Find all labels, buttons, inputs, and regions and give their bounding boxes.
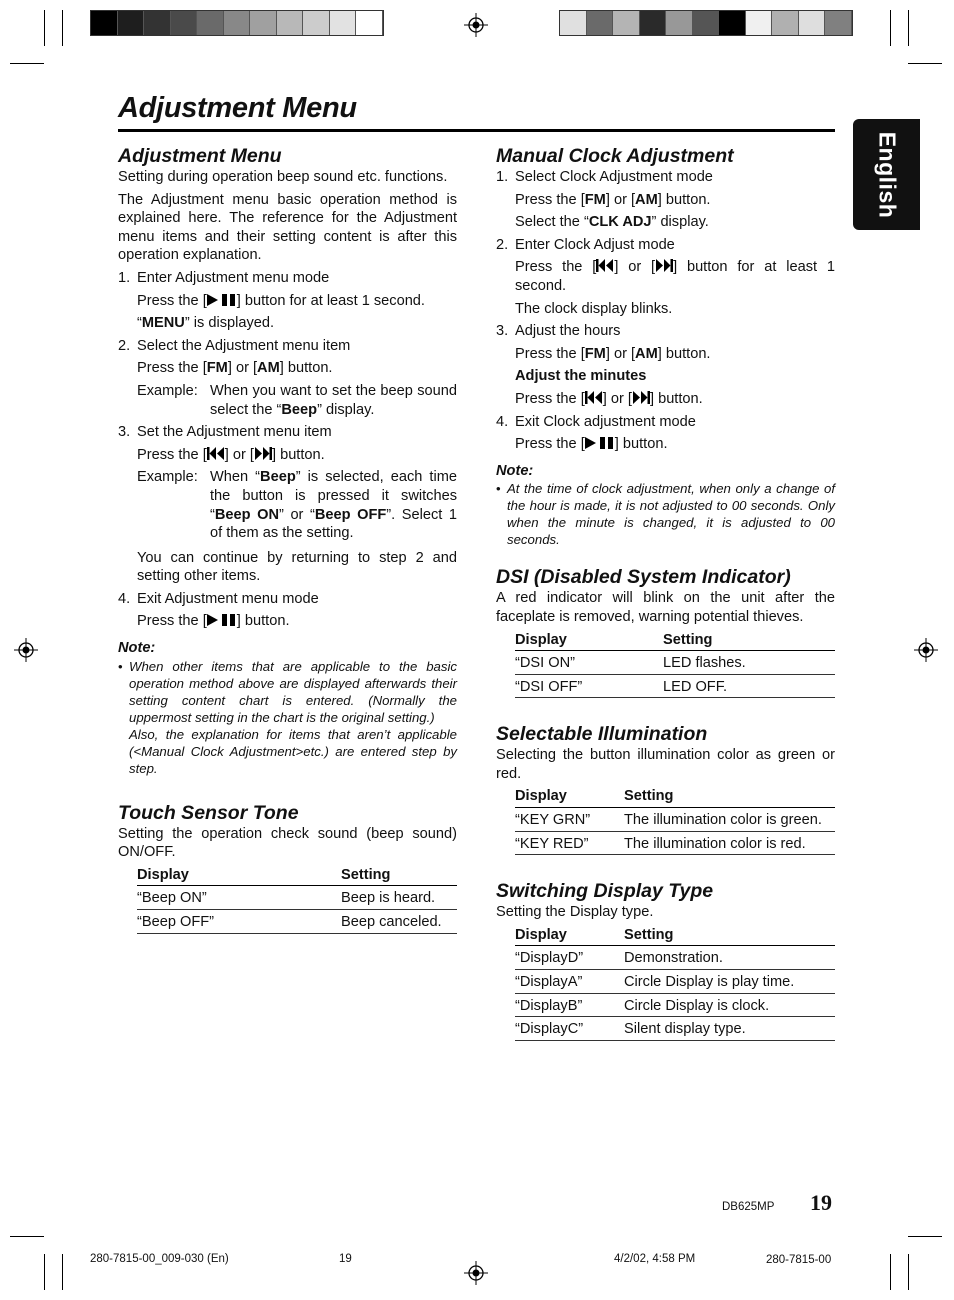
table-row bbox=[515, 1017, 835, 1041]
paragraph: The Adjustment menu basic operation method is explained here. The reference for the Adjustment menu items and their setting content is after this operation explanation. bbox=[118, 191, 457, 264]
table-row bbox=[137, 910, 457, 934]
crop-mark bbox=[44, 10, 45, 46]
paragraph: Setting during operation beep sound etc. functions. bbox=[118, 169, 448, 185]
section-heading-adjustment-menu: Adjustment Menu bbox=[118, 145, 282, 167]
settings-table: Display Setting “DisplayD” Demonstration. “DisplayA” Circle Display is play time. “DisplayB” Circle Display is clock. “DisplayC” Silent display type. bbox=[515, 926, 835, 1041]
color-swatch bbox=[330, 11, 357, 35]
setting-cell: The illumination color is green. bbox=[624, 808, 835, 832]
color-swatch bbox=[772, 11, 799, 35]
skip-back-icon bbox=[596, 259, 614, 272]
step-number: 4. bbox=[118, 590, 131, 607]
skip-back-icon bbox=[585, 391, 603, 404]
table-row bbox=[515, 808, 835, 832]
play-pause-icon bbox=[207, 294, 237, 306]
step-instruction: Press the [FM] or [AM] button. bbox=[515, 345, 711, 362]
display-cell: “DisplayA” bbox=[515, 970, 624, 994]
crop-mark bbox=[890, 10, 891, 46]
step-item: 1. Select Clock Adjustment mode bbox=[496, 169, 713, 185]
display-cell: “DSI OFF” bbox=[515, 674, 663, 698]
paragraph: A red indicator will blink on the unit after the faceplate is removed, warning potential thieves. bbox=[496, 590, 835, 625]
language-tab bbox=[853, 119, 920, 230]
display-cell: “DSI ON” bbox=[515, 651, 663, 675]
section-heading-selectable-illumination: Selectable Illumination bbox=[496, 723, 708, 746]
setting-cell: LED flashes. bbox=[663, 651, 835, 675]
setting-cell: Circle Display is clock. bbox=[624, 993, 835, 1017]
note-heading: Note: bbox=[496, 462, 534, 479]
color-swatch bbox=[224, 11, 251, 35]
color-swatch bbox=[197, 11, 224, 35]
step-instruction: Press the [FM] or [AM] button. bbox=[137, 360, 333, 377]
crop-mark bbox=[44, 1254, 45, 1290]
color-swatch bbox=[693, 11, 720, 35]
crop-mark bbox=[890, 1254, 891, 1290]
color-swatch bbox=[144, 11, 171, 35]
registration-mark-icon bbox=[914, 638, 938, 662]
note: • At the time of clock adjustment, when only a change of the hour is made, it is not adjusted to 00 seconds. Only when the minute is changed, it is adjusted to 00 seconds. bbox=[496, 481, 835, 548]
table-row bbox=[515, 946, 835, 970]
color-swatch bbox=[303, 11, 330, 35]
skip-back-icon bbox=[207, 447, 225, 460]
step-instruction: Press the [ ] button. bbox=[137, 613, 290, 630]
color-swatch bbox=[277, 11, 304, 35]
crop-mark bbox=[62, 1254, 63, 1290]
setting-cell: Silent display type. bbox=[624, 1017, 835, 1041]
color-swatch bbox=[118, 11, 145, 35]
registration-mark-icon bbox=[464, 1261, 488, 1285]
display-cell: “Beep OFF” bbox=[137, 910, 341, 934]
display-cell: “Beep ON” bbox=[137, 886, 341, 910]
paragraph: Setting the operation check sound (beep sound) ON/OFF. bbox=[118, 825, 457, 861]
registration-mark-icon bbox=[464, 13, 488, 37]
display-cell: “DisplayC” bbox=[515, 1017, 624, 1041]
color-swatch bbox=[799, 11, 826, 35]
step-note: You can continue by returning to step 2 and setting other items. bbox=[137, 549, 457, 585]
table-row bbox=[515, 674, 835, 698]
color-calibration-bar-left bbox=[90, 10, 384, 36]
color-swatch bbox=[356, 11, 383, 35]
paragraph: Setting the Display type. bbox=[496, 904, 654, 921]
setting-cell: Circle Display is play time. bbox=[624, 970, 835, 994]
print-date: 4/2/02, 4:58 PM bbox=[614, 1253, 696, 1265]
color-calibration-bar-right bbox=[559, 10, 853, 36]
section-heading-switching-display-type: Switching Display Type bbox=[496, 880, 714, 903]
crop-mark bbox=[908, 10, 909, 46]
color-swatch bbox=[171, 11, 198, 35]
play-pause-icon bbox=[207, 614, 237, 626]
sub-heading: Adjust the minutes bbox=[515, 368, 647, 385]
table-row bbox=[515, 651, 835, 675]
step-number: 3. bbox=[118, 424, 131, 441]
model-code: DB625MP bbox=[722, 1201, 775, 1213]
skip-forward-icon bbox=[254, 447, 272, 460]
section-heading-dsi: DSI (Disabled System Indicator) bbox=[496, 566, 791, 589]
setting-cell: Beep canceled. bbox=[341, 910, 457, 934]
display-cell: “KEY RED” bbox=[515, 831, 624, 855]
example: Example: When “Beep” is selected, each time the button is pressed it switches “Beep ON” or “Beep OFF”. Select 1 of them as the setting. bbox=[137, 469, 457, 542]
paragraph: Selecting the button illumination color as green or red. bbox=[496, 747, 835, 782]
setting-cell: LED OFF. bbox=[663, 674, 835, 698]
color-swatch bbox=[640, 11, 667, 35]
step-instruction: The clock display blinks. bbox=[515, 300, 673, 317]
step-instruction: Press the [ ] or [ ] button for at least 1 second. bbox=[515, 259, 835, 294]
step-instruction: Press the [FM] or [AM] button. bbox=[515, 191, 711, 208]
section-heading-manual-clock: Manual Clock Adjustment bbox=[496, 145, 734, 167]
color-swatch bbox=[825, 11, 852, 35]
step-instruction: Press the [ ] or [ ] button. bbox=[137, 446, 325, 463]
color-swatch bbox=[613, 11, 640, 35]
crop-mark bbox=[62, 10, 63, 46]
title-rule bbox=[118, 129, 835, 132]
color-swatch bbox=[746, 11, 773, 35]
play-pause-icon bbox=[585, 437, 615, 449]
step-instruction: Press the [ ] button. bbox=[515, 436, 668, 453]
step-instruction: “MENU” is displayed. bbox=[137, 315, 275, 332]
step-number: 2. bbox=[118, 337, 131, 354]
section-heading-touch-sensor-tone: Touch Sensor Tone bbox=[118, 801, 299, 824]
setting-cell: The illumination color is red. bbox=[624, 831, 835, 855]
step-number: 1. bbox=[118, 269, 131, 286]
file-name: 280-7815-00_009-030 (En) bbox=[90, 1253, 229, 1265]
page-number: 19 bbox=[810, 1190, 832, 1215]
color-swatch bbox=[719, 11, 746, 35]
color-swatch bbox=[91, 11, 118, 35]
setting-cell: Demonstration. bbox=[624, 946, 835, 970]
settings-table: Display Setting “KEY GRN” The illumination color is green. “KEY RED” The illumination color is red. bbox=[515, 787, 835, 855]
part-code: 280-7815-00 bbox=[766, 1254, 832, 1266]
crop-mark bbox=[908, 1254, 909, 1290]
display-cell: “DisplayD” bbox=[515, 946, 624, 970]
step-item: 4. Exit Clock adjustment mode bbox=[496, 413, 696, 430]
left-column bbox=[118, 144, 457, 934]
center-page-number: 19 bbox=[339, 1253, 352, 1265]
note-heading: Note: bbox=[118, 640, 156, 657]
step-instruction: Press the [ ] button for at least 1 second. bbox=[137, 292, 425, 309]
language-tab-label: English bbox=[874, 131, 900, 218]
display-cell: “DisplayB” bbox=[515, 993, 624, 1017]
step-item bbox=[118, 590, 457, 609]
color-swatch bbox=[666, 11, 693, 35]
settings-table: Display Setting “Beep ON” Beep is heard. “Beep OFF” Beep canceled. bbox=[137, 866, 457, 934]
crop-mark bbox=[908, 63, 942, 64]
step-item: 3. Adjust the hours bbox=[496, 323, 621, 340]
page-title: Adjustment Menu bbox=[118, 92, 357, 124]
table-row bbox=[515, 831, 835, 855]
display-cell: “KEY GRN” bbox=[515, 808, 624, 832]
example: Example: When you want to set the beep sound select the “Beep” display. bbox=[137, 382, 457, 418]
step-item bbox=[118, 423, 457, 442]
step-instruction: Select the “CLK ADJ” display. bbox=[515, 214, 709, 231]
step-text: Enter Adjustment menu mode bbox=[137, 269, 330, 286]
crop-mark bbox=[10, 1236, 44, 1237]
table-row bbox=[515, 993, 835, 1017]
settings-table: Display Setting “DSI ON” LED flashes. “DSI OFF” LED OFF. bbox=[515, 631, 835, 699]
note: • When other items that are applicable to the basic operation method above are displayed afterwards their setting content chart is entered. (Normally the uppermost setting in the chart is the original setting.) Also, the explanation for items that aren’t applicable (<Manual Clock Adjustment>etc.) are entered step by step. bbox=[118, 658, 457, 776]
color-swatch bbox=[250, 11, 277, 35]
table-row bbox=[137, 886, 457, 910]
crop-mark bbox=[10, 63, 44, 64]
step-item: 2. Enter Clock Adjust mode bbox=[496, 236, 675, 253]
skip-forward-icon bbox=[632, 391, 650, 404]
right-column bbox=[496, 144, 835, 1041]
registration-mark-icon bbox=[14, 638, 38, 662]
color-swatch bbox=[587, 11, 614, 35]
crop-mark bbox=[908, 1236, 942, 1237]
table-row bbox=[515, 970, 835, 994]
step-item bbox=[118, 337, 457, 356]
step-text: Exit Adjustment menu mode bbox=[137, 590, 319, 607]
skip-forward-icon bbox=[655, 259, 673, 272]
step-instruction: Press the [ ] or [ ] button. bbox=[515, 390, 703, 407]
step-text: Select the Adjustment menu item bbox=[137, 337, 351, 354]
setting-cell: Beep is heard. bbox=[341, 886, 457, 910]
step-item bbox=[118, 269, 457, 288]
step-text: Set the Adjustment menu item bbox=[137, 424, 332, 441]
color-swatch bbox=[560, 11, 587, 35]
